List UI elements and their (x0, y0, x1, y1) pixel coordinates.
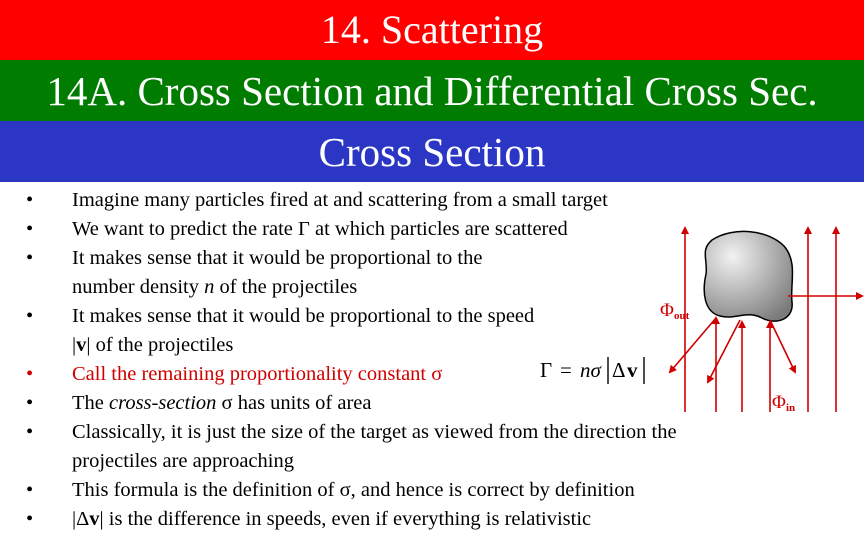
formula-v: v (627, 358, 638, 382)
scattered-ray (770, 320, 795, 372)
scattered-ray (708, 320, 740, 382)
v-variable: v (89, 508, 100, 530)
scattering-diagram (650, 222, 864, 414)
bullet-text: number density (72, 276, 205, 298)
section-heading: Cross Section (0, 121, 864, 182)
abs-bar: | (72, 334, 77, 356)
bullet-text: Classically, it is just the size of the target as viewed from the direction the (72, 421, 677, 443)
bullet-text: The (72, 392, 109, 414)
bullet-text: This formula is the definition of (72, 479, 340, 501)
bullet-text: It makes sense that it would be proportional to the speed (72, 305, 535, 327)
formula-n-sigma: nσ (580, 358, 601, 382)
phi-out-subscript: out (674, 310, 690, 322)
slide-subtitle: 14A. Cross Section and Differential Cross Sec. (0, 60, 864, 121)
bullet-item (26, 505, 826, 534)
bullet-text: Imagine many particles fired at and scattering from a small target (72, 189, 608, 211)
phi-in-symbol: Φ (772, 392, 786, 413)
bullet-item (26, 186, 826, 215)
bullet-item (26, 418, 826, 476)
formula-delta: Δ (612, 358, 626, 382)
rate-formula (536, 350, 656, 390)
bullet-text: It makes sense that it would be proportional to the (72, 247, 483, 269)
formula-gamma: Γ (540, 358, 553, 382)
bullet-text: of the projectiles (214, 276, 358, 298)
bullet-item (26, 476, 826, 505)
bullet-text: of the projectiles (90, 334, 234, 356)
n-variable: n (204, 276, 215, 298)
bullet-text: | is the difference in speeds, even if everything is relativistic (99, 508, 592, 530)
abs-bar: | (86, 334, 91, 356)
scattered-ray (670, 318, 716, 372)
phi-in-subscript: in (786, 402, 796, 414)
slide-title: 14. Scattering (0, 0, 864, 60)
v-variable: v (76, 334, 87, 356)
bullet-text: has units of area (232, 392, 372, 414)
bullet-text: We want to predict the rate (72, 218, 299, 240)
sigma-symbol: σ (431, 363, 443, 385)
sigma-symbol: σ (216, 392, 233, 414)
gamma-symbol: Γ (298, 218, 310, 240)
target-blob (704, 231, 792, 321)
bullet-text: at which particles are scattered (309, 218, 568, 240)
sigma-symbol: σ (339, 479, 351, 501)
bullet-text: projectiles are approaching (72, 450, 294, 472)
phi-out-symbol: Φ (660, 300, 674, 321)
bullet-text: |Δ (72, 508, 90, 530)
bullet-text: , and hence is correct by definition (350, 479, 635, 501)
bullet-text: Call the remaining proportionality constant (72, 363, 432, 385)
cross-section-term: cross-section (109, 392, 217, 414)
formula-equals: = (560, 358, 572, 382)
